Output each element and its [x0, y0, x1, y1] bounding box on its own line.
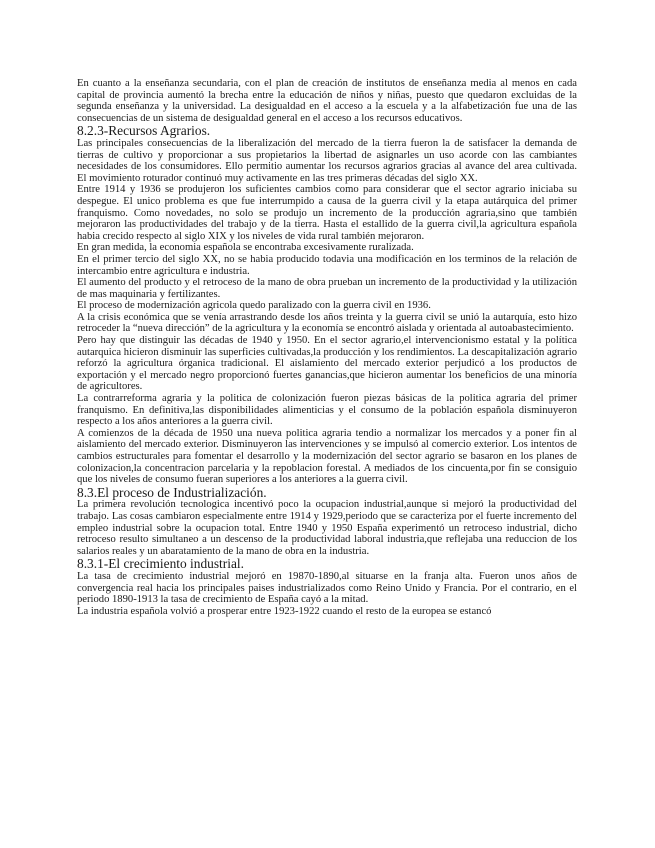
paragraph: A comienzos de la década de 1950 una nueva politica agraria tendio a normalizar los mercados y a poner fin al aislamiento del mercado exterior. Disminuyeron las intervenciones y se impulsó al comercio exterior. Los intentos de cambios estructurales para fomentar el desarrollo y la modernización del sector agrario se basaron en los planes de colonizacion,la concentracion parcelaria y la repoblacion forestal. A mediados de los cincuenta,por fin se consiguio que los niveles de consumo fueran superiores a los anteriores a la guerra civil.	[77, 427, 577, 486]
paragraph: Entre 1914 y 1936 se produjeron los suficientes cambios como para considerar que el sector agrario iniciaba su despegue. El unico problema es que fue interrumpido a causa de la guerra civil y la etapa autárquica del primer franquismo. Como novedades, no solo se produjo un incremento de la producción agraria,sino que también mejoraron las productividades del trabajo y de la tierra. Hasta el estallido de la guerra civil,la agricultura española habia crecido respecto al siglo XIX y los niveles de vida rural también mejoraron.	[77, 184, 577, 242]
paragraph: El proceso de modernización agricola quedo paralizado con la guerra civil en 1936.	[77, 300, 431, 312]
section-heading: 8.3.1-El crecimiento industrial.	[77, 556, 244, 572]
paragraph: En gran medida, la economia española se encontraba excesivamente ruralizada.	[77, 242, 414, 254]
paragraph: La industria española volvió a prosperar entre 1923-1922 cuando el resto de la europea se estancó	[77, 605, 492, 617]
document-page	[77, 78, 577, 617]
paragraph: En el primer tercio del siglo XX, no se habia producido todavia una modificación en los terminos de la relación de intercambio entre agricultura e industria.	[77, 253, 577, 277]
section-heading: 8.3.El proceso de Industrialización.	[77, 484, 267, 500]
section-heading: 8.2.3-Recursos Agrarios.	[77, 123, 211, 139]
paragraph: A la crisis económica que se venía arrastrando desde los años treinta y la guerra civil se unió la autarquía, esto hizo retroceder la “nueva dirección” de la agricultura y la economía se encontró aislada y orientada al autoabastecimiento.	[77, 311, 577, 335]
paragraph: La tasa de crecimiento industrial mejoró en 19870-1890,al situarse en la franja alta. Fueron unos años de convergencia real hacia los principales paises industrializados como Reino Unido y Francia. Por el contrario, en el periodo 1890-1913 la tasa de crecimiento de España cayó a la mitad.	[77, 570, 577, 606]
paragraph: Las principales consecuencias de la liberalización del mercado de la tierra fueron la de satisfacer la demanda de tierras de cultivo y proporcionar a sus propietarios la libertad de asignarles un uso acorde con las cambiantes necesidades de los consumidores. Ello permitio aumentar los recursos agrarios gracias al avance del area cultivada. El movimiento roturador continuó muy activamente en las tres primeras décadas del siglo XX.	[77, 137, 577, 184]
paragraph: Pero hay que distinguir las décadas de 1940 y 1950. En el sector agrario,el intervencionismo estatal y la política autarquica hicieron disminuir las superficies cultivadas,la producción y los rendimientos. La descapitalización agrario reforzó la agricultura órganica tradicional. El aislamiento del mercado exterior perjudicó a los productos de exportación y el mercado negro proporcionó fuertes ganancias,que hicieron aumentar los beneficios de una minoría de agricultores.	[77, 335, 577, 393]
paragraph: El aumento del producto y el retroceso de la mano de obra prueban un incremento de la productividad y la utilización de mas maquinaria y fertilizantes.	[77, 277, 577, 300]
paragraph: En cuanto a la enseñanza secundaria, con el plan de creación de institutos de enseñanza media al menos en cada capital de provincia aumentó la brecha entre la educación de niños y niñas, puesto que quedaron excluidas de la segunda enseñanza y la universidad. La desigualdad en el acceso a la escuela y a la alfabetización fue una de las consecuencias de un sistema de desigualdad general en el acceso a los recursos educativos.	[77, 78, 577, 124]
paragraph: La contrarreforma agraria y la politica de colonización fueron piezas básicas de la politica agraria del primer franquismo. En definitiva,las disponibilidades alimenticias y el consumo de la población española disminuyeron respecto a los años anteriores a la guerra civil.	[77, 393, 577, 428]
paragraph: La primera revolución tecnologica incentivó poco la ocupacion industrial,aunque si mejoró la productividad del trabajo. Las cosas cambiaron especialmente entre 1914 y 1929,periodo que se caracteriza por el fuerte incremento del empleo industrial sobre la ocupacion total. Entre 1940 y 1950 España experimentó un retroceso industrial, dicho retroceso resulto simultaneo a un descenso de la productividad laboral industria,que reflejaba una reduccion de los salarios reales y un abaratamiento de la mano de obra en la industria.	[77, 499, 577, 557]
